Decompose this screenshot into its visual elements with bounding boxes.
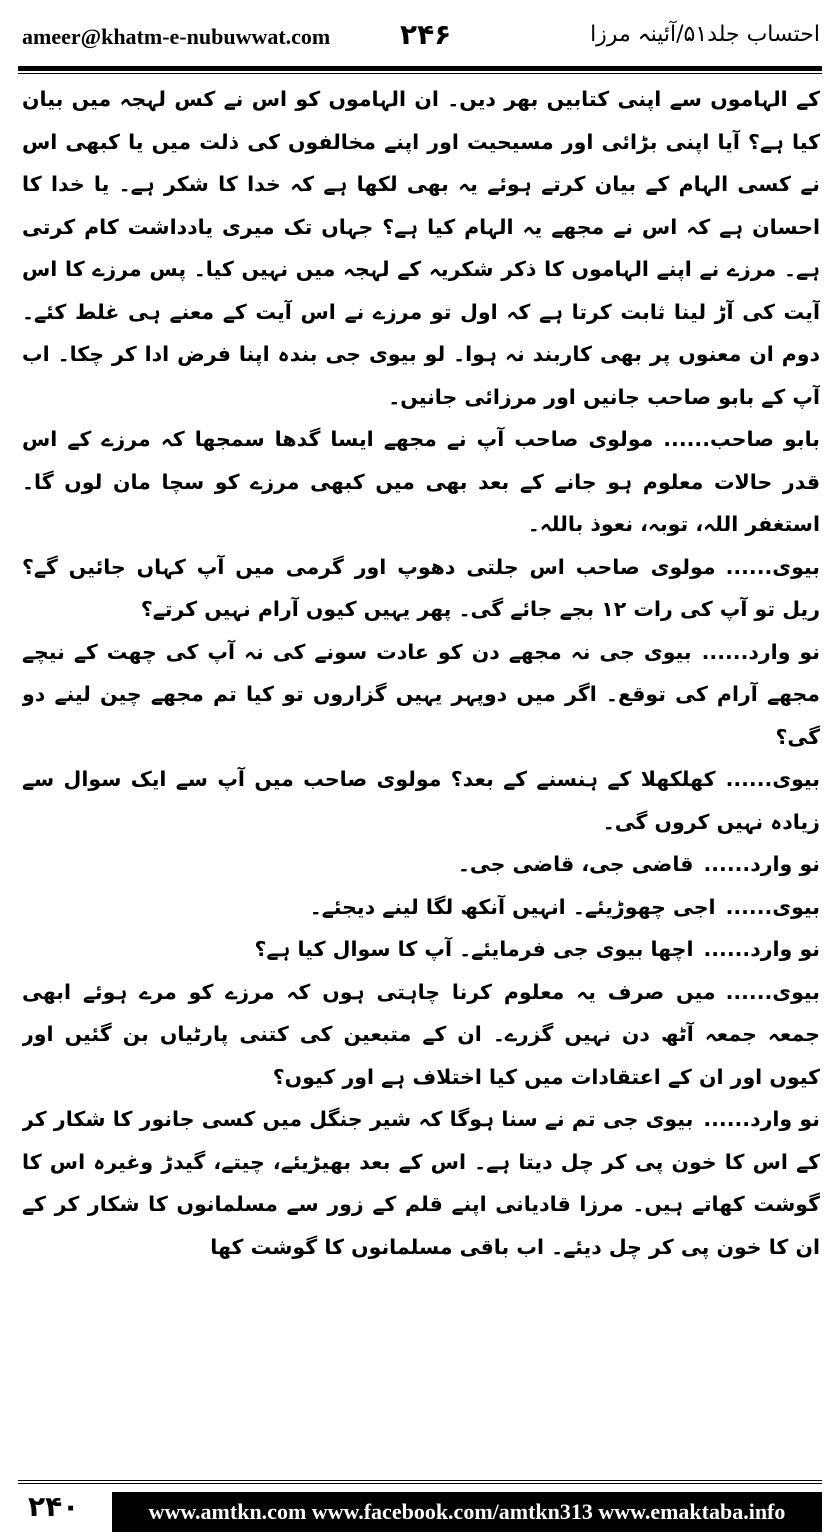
speaker-label: نو وارد...... — [701, 639, 820, 664]
dialogue-text: مولوی صاحب آپ نے مجھے ایسا گدھا سمجھا کہ مرزے کے اس قدر حالات معلوم ہو جانے کے بعد بھی میں کبھی مرزے کو سچا مان لوں گا۔ استغفر اللہ، توبہ، نعوذ باللہ۔ — [22, 427, 820, 536]
header-title: احتساب جلد۵۱/آئینہ مرزا — [590, 22, 820, 47]
dialogue-text: اچھا بیوی جی فرمایئے۔ آپ کا سوال کیا ہے؟ — [254, 937, 694, 961]
speaker-label: نو وارد...... — [703, 852, 820, 876]
dialogue-text: قاضی جی، قاضی جی۔ — [457, 852, 694, 876]
dialogue-1 — [22, 418, 820, 546]
speaker-label: نو وارد...... — [703, 937, 820, 961]
speaker-label: بیوی...... — [725, 767, 820, 791]
dialogue-text: مولوی صاحب اس جلتی دھوپ اور گرمی میں آپ کہاں جائیں گے؟ ریل تو آپ کی رات ۱۲ بجے جائے گی۔ پھر یہیں کیوں آرام نہیں کرتے؟ — [22, 554, 820, 621]
page-body — [22, 78, 820, 1473]
dialogue-text: کھلکھلا کے ہنسنے کے بعد؟ مولوی صاحب میں آپ سے ایک سوال سے زیادہ نہیں کروں گی۔ — [22, 767, 820, 834]
dialogue-text: میں صرف یہ معلوم کرنا چاہتی ہوں کہ مرزے کو مرے ہوئے ابھی جمعہ جمعہ آٹھ دن نہیں گزرے۔ ان کے متبعین کی کتنی پارٹیاں بن گئیں اور کیوں اور ان کے اعتقادات میں کیا اختلاف ہے اور کیوں؟ — [22, 979, 820, 1089]
dialogue-2 — [22, 546, 820, 631]
paragraph-0 — [22, 78, 820, 418]
footer-page-number: ۲۴۰ — [28, 1490, 80, 1523]
dialogue-text: اجی چھوڑیئے۔ انہیں آنکھ لگا لینے دیجئے۔ — [309, 894, 716, 919]
dialogue-5 — [22, 843, 820, 886]
dialogue-text: بیوی جی تم نے سنا ہوگا کہ شیر جنگل میں کسی جانور کا شکار کر کے اس کا خون پی کر چل دیتا ہے۔ اس کے بعد بھیڑیئے، چیتے، گیدڑ وغیرہ اس کا گوشت کھاتے ہیں۔ مرزا قادیانی اپنے قلم کے زور سے مسلمانوں کا شکار کر کے ان کا خون پی کر چل دیئے۔ اب باقی مسلمانوں کا گوشت کھا — [22, 1107, 820, 1259]
dialogue-text: بیوی جی نہ مجھے دن کو عادت سونے کی نہ آپ کی چھت کے نیچے مجھے آرام کی توقع۔ اگر میں دوپہر یہیں گزاروں تو کیا تم مجھے چین لینے دو گی؟ — [22, 639, 820, 749]
dialogue-9 — [22, 1098, 820, 1268]
speaker-label: بیوی...... — [725, 979, 820, 1004]
dialogue-3 — [22, 631, 820, 759]
footer-links-bar[interactable]: www.amtkn.com www.facebook.com/amtkn313 www.emaktaba.info — [112, 1492, 822, 1532]
header-rule-thick — [18, 66, 822, 71]
speaker-label: بیوی...... — [725, 894, 820, 919]
speaker-label: نو وارد...... — [703, 1107, 820, 1131]
dialogue-6 — [22, 886, 820, 929]
paragraph-text: کے الہاموں سے اپنی کتابیں بھر دیں۔ ان الہاموں کو اس نے کس لہجہ میں بیان کیا ہے؟ آیا اپنی بڑائی اور مسیحیت اور اپنے مخالفوں کی ذلت میں یا کبھی اس نے کسی الہام کے بیان کرتے ہوئے یہ بھی لکھا ہے کہ خدا کا شکر ہے۔ یا خدا کا احسان ہے کہ اس نے مجھے یہ الہام کیا ہے؟ جہاں تک میری یادداشت کام کرتی ہے۔ مرزے نے اپنے الہاموں کا ذکر شکریہ کے لہجہ میں نہیں کیا۔ پس مرزے کا اس آیت کی آڑ لینا ثابت کرتا ہے کہ اول تو مرزے نے اس آیت کے معنے ہی غلط کئے۔ دوم ان معنوں پر بھی کاربند نہ ہوا۔ لو بیوی جی بندہ اپنا فرض ادا کر چکا۔ اب آپ کے بابو صاحب جانیں اور مرزائی جانیں۔ — [22, 87, 820, 409]
page-footer — [18, 1480, 822, 1540]
dialogue-8 — [22, 971, 820, 1099]
speaker-label: بابو صاحب...... — [663, 427, 820, 451]
dialogue-4 — [22, 758, 820, 843]
page-header — [22, 18, 820, 58]
header-rule-thin — [18, 73, 822, 74]
header-page-number: ۲۴۶ — [400, 18, 452, 51]
dialogue-7 — [22, 928, 820, 971]
speaker-label: بیوی...... — [725, 554, 820, 579]
header-email[interactable]: ameer@khatm-e-nubuwwat.com — [22, 24, 331, 49]
